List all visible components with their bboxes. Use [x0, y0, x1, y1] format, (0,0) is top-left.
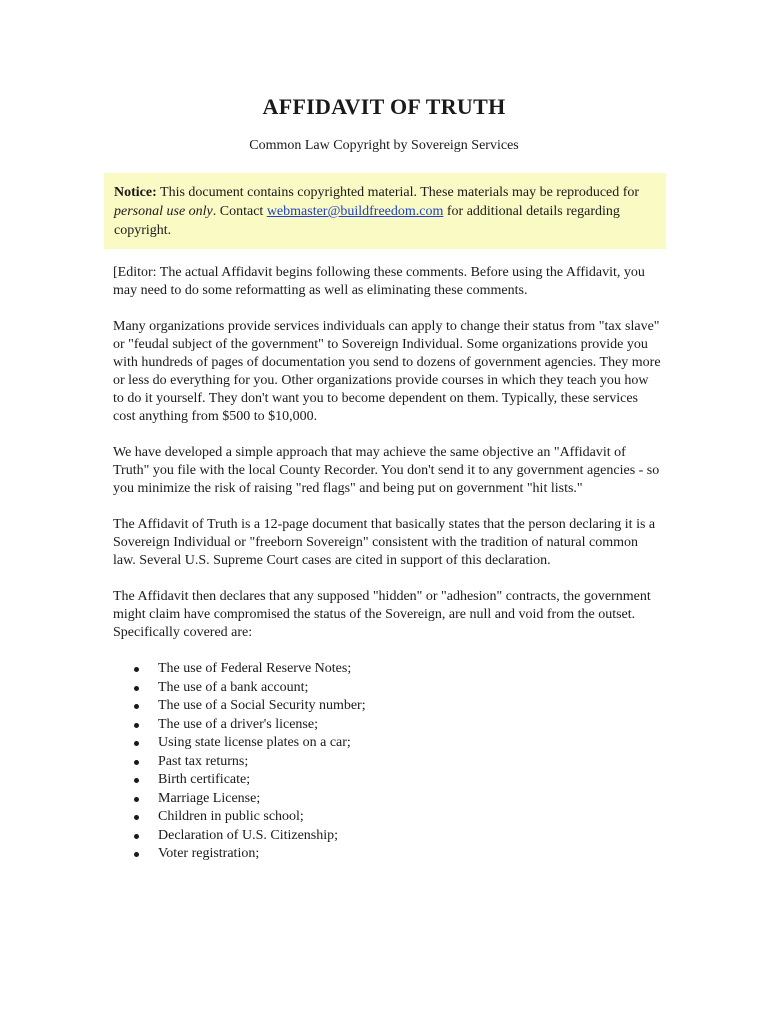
notice-text-2: . Contact [212, 204, 267, 219]
bullet-icon [134, 741, 139, 746]
simple-approach-paragraph: We have developed a simple approach that may achieve the same objective an "Affidavit of Truth" you file with the local County Recorder. You don't send it to any government agencies - so you minimize the risk of raising "red flags" and being put on government "hit lists." [113, 445, 660, 496]
bullet-icon [134, 686, 139, 691]
bullet-icon [134, 797, 139, 802]
list-item [158, 716, 661, 735]
list-item [158, 771, 661, 790]
bullet-icon [134, 704, 139, 709]
list-item [158, 697, 661, 716]
bullet-icon [134, 760, 139, 765]
list-item [158, 790, 661, 809]
list-item [158, 660, 661, 679]
document-body [113, 264, 661, 864]
bullet-icon [134, 834, 139, 839]
notice-text-3: for additional details regarding copyright. [114, 204, 620, 238]
notice-text-1: This document contains copyrighted material. These materials may be reproduced for [156, 185, 640, 200]
list-item [158, 679, 661, 698]
organizations-paragraph: Many organizations provide services individuals can apply to change their status from "tax slave" or "feudal subject of the government" to Sovereign Individual. Some organizations provide you with hundreds of pages of documentation you send to dozens of government agencies. They more or less do everything for you. Other organizations provide courses in which they teach you how to do it yourself. They don't want you to become dependent on them. Typically, these services cost anything from $500 to $10,000. [113, 319, 661, 424]
bullet-icon [134, 778, 139, 783]
list-item-text: The use of Federal Reserve Notes; [158, 661, 352, 676]
bullet-icon [134, 852, 139, 857]
list-item-text: The use of a bank account; [158, 679, 309, 695]
notice-label: Notice: [114, 185, 157, 200]
list-item [158, 808, 661, 827]
list-item-text: Using state license plates on a car; [158, 735, 351, 750]
list-item-text: Declaration of U.S. Citizenship; [158, 827, 339, 843]
document-title: AFFIDAVIT OF TRUTH [262, 94, 506, 119]
editor-note-paragraph: [Editor: The actual Affidavit begins following these comments. Before using the Affidavit, you may need to do some reformatting as well as eliminating these comments. [113, 265, 645, 298]
webmaster-email-link[interactable]: webmaster@buildfreedom.com [266, 204, 444, 219]
list-item [158, 845, 661, 864]
bullet-icon [134, 667, 139, 672]
list-item [158, 753, 661, 772]
list-item-text: The use of a Social Security number; [158, 698, 366, 713]
document-subtitle: Common Law Copyright by Sovereign Services [249, 138, 519, 153]
contracts-paragraph: The Affidavit then declares that any supposed "hidden" or "adhesion" contracts, the government might claim have compromised the status of the Sovereign, are null and void from the outset. Specifically covered are: [113, 589, 651, 640]
list-item-text: Marriage License; [158, 790, 261, 806]
bullet-icon [134, 723, 139, 728]
copyright-notice-box [104, 173, 666, 249]
list-item-text: Birth certificate; [158, 772, 251, 787]
list-item-text: Past tax returns; [158, 753, 249, 769]
list-item-text: Children in public school; [158, 809, 304, 824]
affidavit-description-paragraph: The Affidavit of Truth is a 12-page document that basically states that the person declaring it is a Sovereign Individual or "freeborn Sovereign" consistent with the tradition of natural common law. Several U.S. Supreme Court cases are cited in support of this declaration. [113, 517, 656, 568]
notice-emphasis: personal use only [114, 204, 213, 219]
list-item-text: The use of a driver's license; [158, 716, 318, 732]
list-item [158, 734, 661, 753]
covered-items-list [113, 660, 661, 864]
bullet-icon [134, 815, 139, 820]
list-item [158, 827, 661, 846]
list-item-text: Voter registration; [158, 846, 260, 861]
